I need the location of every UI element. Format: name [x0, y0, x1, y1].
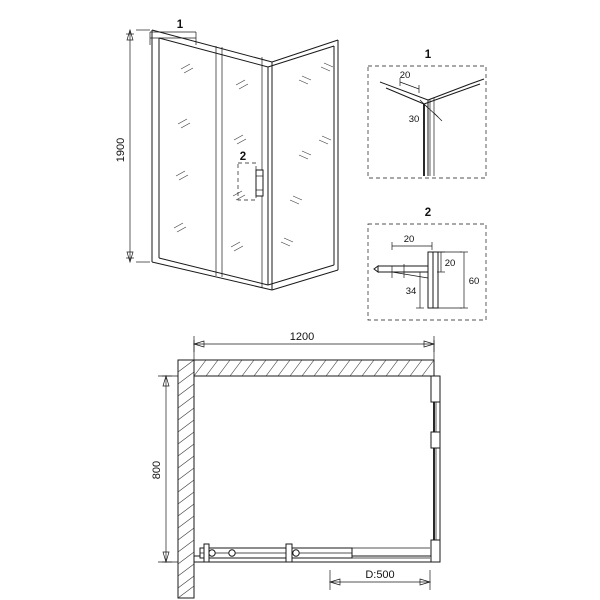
detail-2-title: 2	[424, 207, 432, 219]
plan-view	[151, 331, 440, 598]
detail-2-dim-34: 34	[405, 286, 417, 297]
callout-1-label: 1	[176, 19, 184, 31]
callout-2-label: 2	[239, 151, 247, 163]
detail-1-dim-20: 20	[399, 70, 411, 81]
plan-wall-top	[194, 360, 434, 376]
door-handle	[256, 170, 263, 196]
detail-2-profile	[374, 252, 438, 308]
plan-sliding-door	[200, 544, 430, 562]
detail-2-dim-20-inner: 20	[444, 258, 456, 269]
dimension-height-1900	[126, 30, 150, 262]
detail-2-dim-20-top: 20	[403, 234, 415, 245]
plan-enclosure	[194, 376, 440, 562]
detail-1-profile	[380, 79, 484, 176]
detail-2-dim-60: 60	[468, 276, 480, 287]
plan-wall-left	[178, 360, 194, 598]
plan-door-label: D:500	[365, 569, 395, 581]
callout-1-leader	[150, 32, 196, 45]
perspective-height-label: 1900	[115, 137, 127, 163]
perspective-view	[115, 19, 338, 290]
detail-view-1	[368, 49, 486, 178]
plan-depth-label: 800	[151, 460, 163, 480]
glass-sparkles	[174, 63, 333, 251]
detail-view-2	[368, 207, 486, 320]
plan-right-profile	[431, 376, 440, 562]
plan-width-label: 1200	[289, 331, 315, 343]
callout-2-leader	[238, 163, 256, 200]
detail-1-title: 1	[424, 49, 432, 61]
detail-1-dim-30: 30	[408, 114, 420, 125]
